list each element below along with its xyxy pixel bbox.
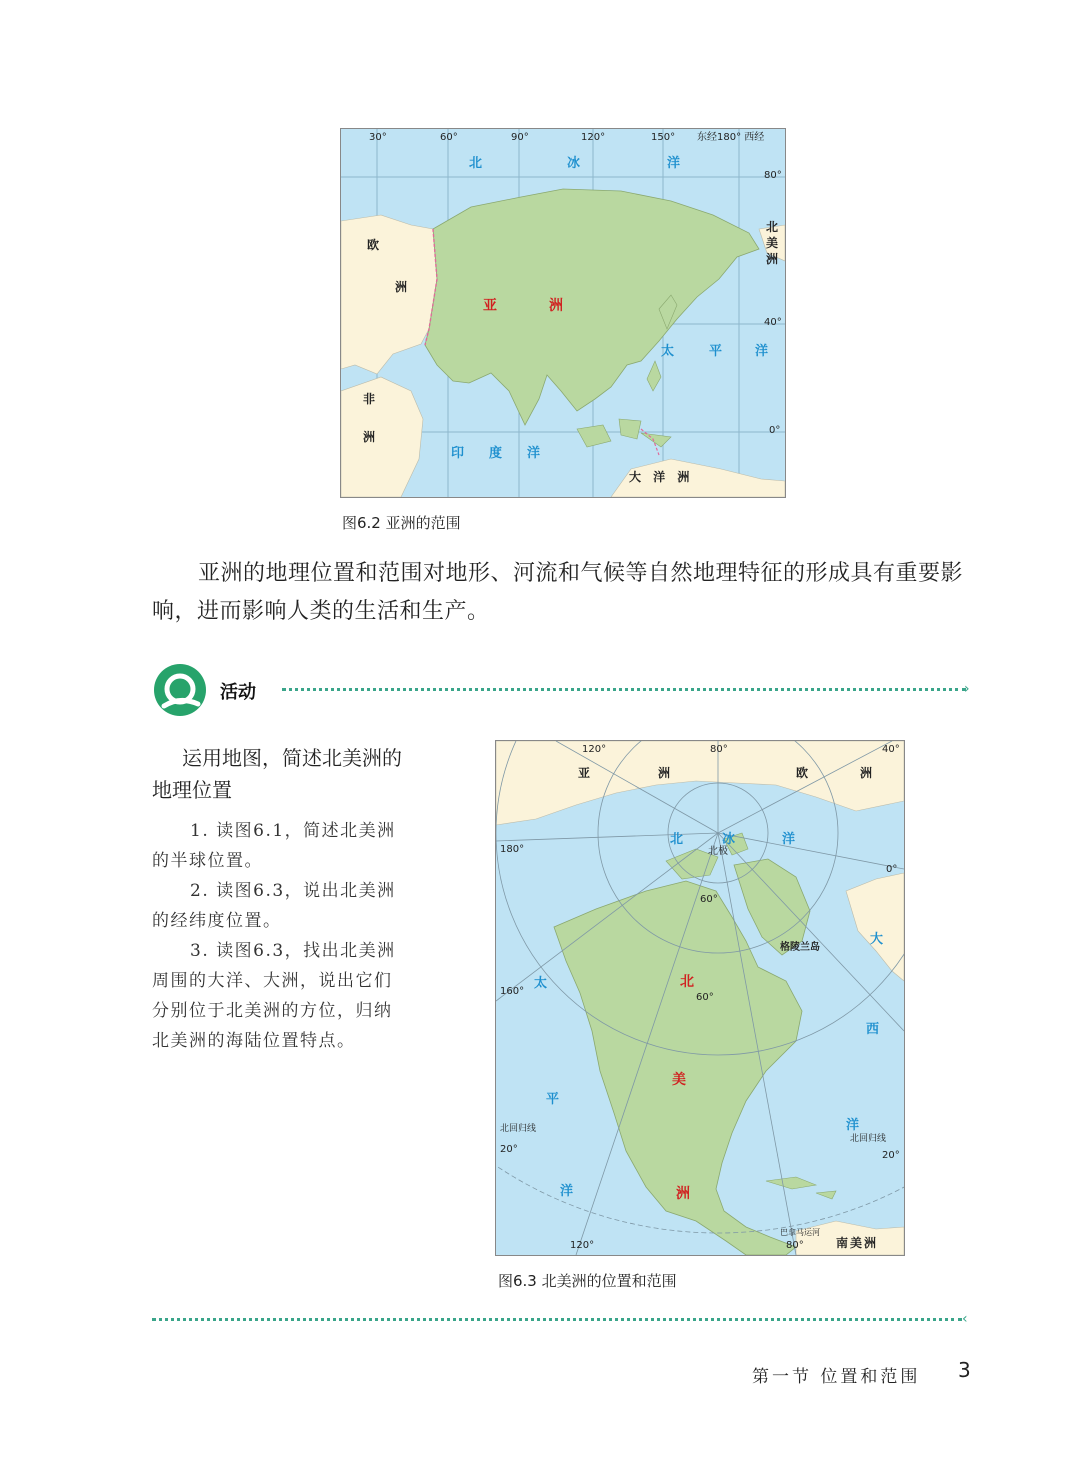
continent-label-north-america: 北: [680, 974, 694, 990]
ocean-label: 度: [489, 446, 503, 461]
asia-map-graphic: [341, 129, 785, 497]
ocean-label: 印: [451, 446, 465, 461]
ocean-label: 冰: [567, 156, 581, 171]
map-tick: 20°: [500, 1144, 518, 1155]
continent-label-africa: 洲: [363, 430, 376, 444]
lon-tick-30: 30°: [369, 132, 387, 143]
map-tick: 60°: [700, 894, 718, 905]
continent-label-north-america: 北: [766, 220, 779, 234]
map-tick: 80°: [710, 744, 728, 755]
lat-tick-80: 80°: [764, 170, 782, 181]
chevron-right-icon: ›: [964, 681, 970, 697]
lat-tick-40: 40°: [764, 317, 782, 328]
map-tick: 60°: [696, 992, 714, 1003]
asia-map: [340, 128, 786, 498]
ocean-label: 太: [661, 344, 675, 359]
map-tick: 180°: [500, 844, 525, 855]
activity-divider-bottom: [152, 1318, 962, 1321]
activity-icon: [152, 662, 208, 718]
lon-tick-60: 60°: [440, 132, 458, 143]
page-number: 3: [958, 1358, 971, 1382]
continent-label-asia: 洲: [658, 766, 671, 780]
chapter-footer: 第一节 位置和范围: [752, 1367, 921, 1387]
lat-tick-0: 0°: [769, 425, 781, 436]
continent-label-europe: 洲: [860, 766, 873, 780]
lon-tick-90: 90°: [511, 132, 529, 143]
continent-label-asia: 亚: [483, 298, 497, 314]
activity-item: 1. 读图6.1，简述北美洲的半球位置。: [152, 821, 396, 871]
activity-item: 3. 读图6.3，找出北美洲周围的大洋、大洲，说出它们分别位于北美洲的方位，归纳北美洲的海陆位置特点。: [152, 941, 396, 1051]
ocean-label: 洋: [527, 446, 541, 461]
ocean-label: 平: [546, 1092, 560, 1107]
ocean-label: 洋: [846, 1118, 860, 1133]
lon-tick-120: 120°: [581, 132, 606, 143]
continent-label-south-america: 南美洲: [836, 1236, 879, 1250]
continent-label-europe: 洲: [395, 280, 408, 294]
map-tick: 120°: [582, 744, 607, 755]
map-tick: 40°: [882, 744, 900, 755]
continent-label-north-america: 美: [672, 1072, 686, 1088]
ocean-label: 平: [709, 344, 723, 359]
map-tick: 160°: [500, 986, 525, 997]
ocean-label: 冰: [722, 832, 736, 847]
tropic-label: 北回归线: [500, 1124, 537, 1134]
ocean-label: 北: [469, 156, 483, 171]
map-tick: 0°: [886, 864, 898, 875]
ocean-label: 洋: [560, 1184, 574, 1199]
north-pole-label: 北极: [708, 846, 728, 857]
map-tick: 20°: [882, 1150, 900, 1161]
activity-lead: 运用地图，简述北美洲的地理位置: [152, 746, 402, 802]
chevron-left-icon: ‹: [962, 1311, 968, 1327]
panama-canal-label: 巴拿马运河: [780, 1228, 820, 1237]
ocean-label: 北: [670, 832, 684, 847]
lon-tick-150: 150°: [651, 132, 676, 143]
continent-label-europe: 欧: [796, 766, 809, 780]
ocean-label: 洋: [755, 344, 769, 359]
lon-tick-180: 东经180° 西经: [697, 132, 765, 143]
continent-label-oceania: 大 洋 洲: [629, 470, 694, 484]
figure-caption: 图6.2 亚洲的范围: [342, 514, 461, 532]
map-tick: 80°: [786, 1240, 804, 1251]
body-paragraph: 亚洲的地理位置和范围对地形、河流和气候等自然地理特征的形成具有重要影响，进而影响人类的生活和生产。: [152, 561, 964, 624]
map-tick: 120°: [570, 1240, 595, 1251]
continent-label-north-america: 洲: [766, 252, 779, 266]
north-america-map: [495, 740, 905, 1256]
ocean-label: 洋: [667, 156, 681, 171]
ocean-label: 西: [866, 1022, 880, 1037]
figure-caption: 图6.3 北美洲的位置和范围: [498, 1272, 677, 1290]
activity-divider-top: [282, 688, 966, 691]
ocean-label: 洋: [782, 832, 796, 847]
continent-label-north-america: 洲: [676, 1186, 690, 1202]
continent-label-africa: 非: [363, 392, 376, 406]
activity-title: 活动: [220, 682, 256, 703]
greenland-label: 格陵兰岛: [780, 942, 820, 953]
activity-item: 2. 读图6.3，说出北美洲的经纬度位置。: [152, 881, 396, 931]
tropic-label: 北回归线: [850, 1134, 887, 1144]
ocean-label: 太: [534, 976, 548, 991]
continent-label-north-america: 美: [766, 236, 779, 250]
continent-label-asia: 洲: [549, 298, 563, 314]
ocean-label: 大: [870, 932, 884, 947]
continent-label-europe: 欧: [367, 238, 380, 252]
continent-label-asia: 亚: [578, 766, 591, 780]
